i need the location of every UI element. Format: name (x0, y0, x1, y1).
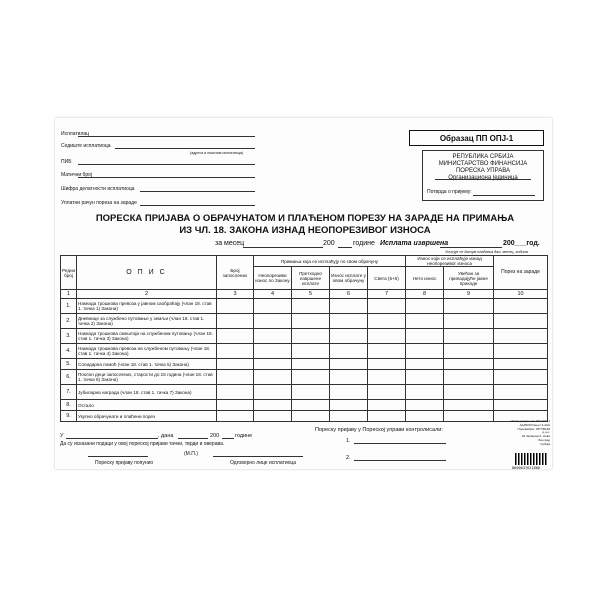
input-cell[interactable] (444, 411, 494, 422)
year-prefix: 200 (323, 240, 335, 247)
row-description: Солидарна помоћ (члан 18. став 1. тачка 5) Закона) (77, 359, 217, 370)
input-cell[interactable] (368, 314, 406, 329)
row-number: 3. (61, 329, 77, 344)
input-cell[interactable] (292, 385, 330, 400)
payer-field-line[interactable] (140, 191, 255, 192)
stamp-placeholder: (М.П.) (184, 451, 198, 457)
form-title-line1: ПОРЕСКА ПРИЈАВА О ОБРАЧУНАТОМ И ПЛАЋЕНОМ ПОРЕЗУ НА ЗАРАДЕ НА ПРИМАЊА (95, 213, 515, 224)
column-number: 5 (292, 290, 330, 299)
publisher-line: Произвођач: OPTIMUM д.о.о. (517, 426, 550, 435)
input-cell[interactable] (292, 329, 330, 344)
input-cell[interactable] (292, 359, 330, 370)
input-cell[interactable] (368, 411, 406, 422)
statement: Да су исказани подаци у овој пореској пријави тачни, тврди и оверава. (60, 441, 225, 447)
input-cell[interactable] (494, 359, 548, 370)
row-number: 6. (61, 370, 77, 385)
publisher-line: 18 Јапанска 4, Нови Београд (521, 434, 550, 442)
row-description: Поклон деци запослених, старости до 15 година (члан 18. став 1. тачка 6) Закона) (77, 370, 217, 385)
input-cell[interactable] (444, 359, 494, 370)
input-cell[interactable] (330, 385, 368, 400)
paid-label: Исплата извршена (380, 240, 449, 247)
row-description: Јубиларна награда (члан 18. став 1. тачка 7) Закона) (77, 385, 217, 400)
input-cell[interactable] (330, 314, 368, 329)
place-prefix: У (60, 433, 64, 439)
table-row (61, 400, 548, 411)
header-gross: Увећан за припадајуће јавне приходе (444, 267, 494, 290)
header-sum: Свега (5+6) (368, 267, 406, 290)
authority-line: Организациона јединица (448, 175, 518, 181)
row-description: Накнада трошкова превоза у јавном саобраћају (члан 18. став 1. тачка 1) Закона) (77, 299, 217, 314)
payer-field-line[interactable] (78, 136, 255, 137)
barcode (515, 453, 548, 465)
row-number: 7. (61, 385, 77, 400)
input-cell[interactable] (330, 299, 368, 314)
input-cell[interactable] (217, 314, 254, 329)
header-net: Нето износ (406, 267, 444, 290)
input-cell[interactable] (444, 314, 494, 329)
input-cell[interactable] (444, 344, 494, 359)
row-number: 5. (61, 359, 77, 370)
input-cell[interactable] (330, 359, 368, 370)
input-cell[interactable] (254, 314, 292, 329)
payer-field-label: Седиште исплатиоца (61, 143, 111, 149)
column-number-row (61, 290, 548, 299)
input-cell[interactable] (444, 400, 494, 411)
input-cell[interactable] (217, 385, 254, 400)
header-desc: О П И С (77, 256, 217, 290)
payer-field-line[interactable] (78, 164, 255, 165)
input-cell[interactable] (254, 329, 292, 344)
input-cell[interactable] (330, 411, 368, 422)
input-cell[interactable] (217, 400, 254, 411)
input-cell[interactable] (406, 314, 444, 329)
input-cell[interactable] (406, 370, 444, 385)
payer-field-label: ПИБ (61, 159, 72, 165)
input-cell[interactable] (494, 385, 548, 400)
column-number: 2 (77, 290, 217, 299)
month-label: за месец (215, 240, 245, 247)
input-cell[interactable] (254, 370, 292, 385)
publisher-info (510, 420, 550, 447)
input-cell[interactable] (292, 344, 330, 359)
tax-authority-box (422, 150, 544, 201)
receipt-label: Потврда о пријему: (427, 189, 472, 195)
payer-field-line[interactable] (115, 148, 255, 149)
input-cell[interactable] (494, 344, 548, 359)
payer-field-label: Матични број (61, 172, 93, 178)
payer-field-note: (адреса и општина исплатиоца) (190, 151, 244, 155)
input-cell[interactable] (444, 370, 494, 385)
sign-left-label: Пореску пријаву попунио (95, 460, 154, 466)
row-number: 8. (61, 400, 77, 411)
row-number: 1. (61, 299, 77, 314)
tax-table (60, 255, 548, 422)
input-cell[interactable] (217, 344, 254, 359)
sign-right-label: Одговорно лице исплатиоца (230, 460, 297, 466)
publisher-line: Назив документа: ПП ОПЈ-1 (510, 419, 550, 423)
column-number: 7 (368, 290, 406, 299)
paid-year: 200___год. (503, 240, 540, 247)
payer-field-label: Шифра делатности исплатиоца (61, 186, 135, 192)
input-cell[interactable] (292, 299, 330, 314)
input-cell[interactable] (330, 370, 368, 385)
input-cell[interactable] (217, 370, 254, 385)
table-row (61, 329, 548, 344)
input-cell[interactable] (494, 329, 548, 344)
payer-field-line[interactable] (140, 205, 255, 206)
table-row (61, 385, 548, 400)
input-cell[interactable] (368, 344, 406, 359)
header-num: Редни број (61, 256, 77, 290)
form-code-badge: Образац ПП ОПЈ-1 (409, 130, 544, 146)
header-prev: Претходно извршене исплате (292, 267, 330, 290)
form-title-line2: ИЗ ЧЛ. 18. ЗАКОНА ИЗНАД НЕОПОРЕЗИВОГ ИЗНОСА (179, 225, 431, 236)
column-number: 9 (444, 290, 494, 299)
payer-field-label: Исплатилац (61, 131, 90, 137)
input-cell[interactable] (292, 411, 330, 422)
table-row (61, 299, 548, 314)
payer-field-label: Уплатни рачун пореза на зараде (61, 200, 137, 206)
input-cell[interactable] (217, 359, 254, 370)
authority-line: МИНИСТАРСТВО ФИНАНСИЈА (438, 161, 528, 167)
input-cell[interactable] (217, 329, 254, 344)
input-cell[interactable] (494, 370, 548, 385)
table-row (61, 344, 548, 359)
input-cell[interactable] (254, 299, 292, 314)
table-row (61, 370, 548, 385)
input-cell[interactable] (368, 299, 406, 314)
input-cell[interactable] (368, 370, 406, 385)
input-cell[interactable] (254, 344, 292, 359)
paid-note: Уписује се датум плаћања дан, месец, година (445, 250, 528, 254)
header-group-over: Износ који се исплаћује изнад неопорезивог износа (406, 256, 494, 267)
column-number: 10 (494, 290, 548, 299)
input-cell[interactable] (494, 400, 548, 411)
control-label: Пореску пријаву у Пореској управи контролисали: (315, 427, 443, 433)
column-number: 8 (406, 290, 444, 299)
header-current: Износ исплате у овом обрачуну (330, 267, 368, 290)
input-cell[interactable] (368, 329, 406, 344)
row-description: Дневнице за службено путовање у земљи (члан 18. став 1. тачка 2) Закона) (77, 314, 217, 329)
control-1: 1. (346, 438, 351, 444)
publisher-line: АА/ЛКЛ/Клиент 3-2АА (519, 422, 550, 427)
input-cell[interactable] (444, 299, 494, 314)
header-tax: Порез на зараде (494, 256, 548, 290)
header-nontax: Неопорезиви износ по Закону (254, 267, 292, 290)
publisher-line: Србија (540, 441, 550, 446)
table-row (61, 314, 548, 329)
input-cell[interactable] (254, 385, 292, 400)
column-number: 1 (61, 290, 77, 299)
input-cell[interactable] (217, 411, 254, 422)
input-cell[interactable] (406, 385, 444, 400)
year-suffix: године (353, 240, 375, 247)
payer-field-line[interactable] (78, 177, 255, 178)
column-number: 4 (254, 290, 292, 299)
input-cell[interactable] (368, 385, 406, 400)
authority-line: ПОРЕСКА УПРАВА (455, 168, 510, 174)
input-cell[interactable] (254, 411, 292, 422)
row-number: 9. (61, 411, 77, 422)
input-cell[interactable] (494, 299, 548, 314)
input-cell[interactable] (406, 400, 444, 411)
input-cell[interactable] (444, 329, 494, 344)
footer-year-suffix: године (235, 433, 253, 439)
table-row (61, 359, 548, 370)
row-description: Остало (77, 400, 217, 411)
row-description: Накнада трошкова превоза на службеном путовању (члан 18. став 1. тачка 4) Закона) (77, 344, 217, 359)
row-description: Укупно обрачунати и плаћени порез (77, 411, 217, 422)
input-cell[interactable] (444, 385, 494, 400)
row-number: 4. (61, 344, 77, 359)
input-cell[interactable] (406, 329, 444, 344)
input-cell[interactable] (292, 370, 330, 385)
input-cell[interactable] (330, 344, 368, 359)
input-cell[interactable] (406, 299, 444, 314)
footer-year: 200 (210, 433, 220, 439)
column-number: 3 (217, 290, 254, 299)
input-cell[interactable] (368, 359, 406, 370)
date-label: , дана (158, 433, 174, 439)
authority-line: РЕПУБЛИКА СРБИЈА (452, 154, 514, 160)
input-cell[interactable] (368, 400, 406, 411)
input-cell[interactable] (254, 400, 292, 411)
row-number: 2. (61, 314, 77, 329)
input-cell[interactable] (292, 314, 330, 329)
input-cell[interactable] (330, 400, 368, 411)
input-cell[interactable] (406, 359, 444, 370)
input-cell[interactable] (406, 344, 444, 359)
input-cell[interactable] (292, 400, 330, 411)
table-row (61, 411, 548, 422)
barcode-digits: 8600037621806 (512, 466, 541, 470)
row-description: Накнада трошкова смештаја на службеном путовању (члан 18. став 1. тачка 3) Закона) (77, 329, 217, 344)
control-2: 2. (346, 455, 351, 461)
input-cell[interactable] (254, 359, 292, 370)
input-cell[interactable] (330, 329, 368, 344)
header-employees: Број запослених (217, 256, 254, 290)
header-group-paid: Примања која се исплаћују по свом обрачуну (254, 256, 406, 267)
column-number: 6 (330, 290, 368, 299)
input-cell[interactable] (406, 411, 444, 422)
input-cell[interactable] (217, 299, 254, 314)
input-cell[interactable] (494, 314, 548, 329)
